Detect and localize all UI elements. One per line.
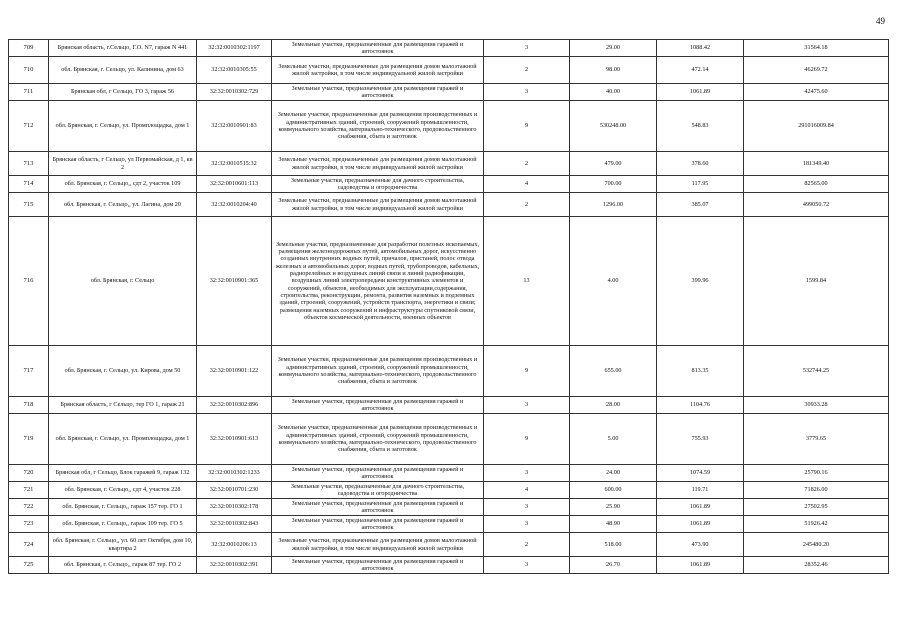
land-use-purpose-cell: Земельные участки, предназначенные для размещения производственных и административных зданий, строений, сооружений промышленности, коммунального хозяйства, материально-технического, продовольственного снабжения, сбыта и заготовок (272, 414, 484, 465)
area-cell: 600.00 (570, 482, 657, 499)
area-cell: 29.00 (570, 40, 657, 57)
land-use-purpose-cell: Земельные участки, предназначенные для размещения гаражей и автостоянок (272, 397, 484, 414)
cadastral-value-cell: 82565.00 (744, 176, 889, 193)
land-use-purpose-cell: Земельные участки, предназначенные для размещения гаражей и автостоянок (272, 557, 484, 574)
address-cell: Брянская область, г Сельцо, ул Первомайская, д 1, кв 2 (49, 152, 197, 176)
address-cell: обл. Брянская, г. Сельцо,, гараж 87 тер. ГО 2 (49, 557, 197, 574)
cadastral-value-cell: 532744.25 (744, 346, 889, 397)
group-number-cell: 9 (484, 414, 570, 465)
row-number: 715 (9, 193, 49, 217)
cadastral-number-cell: 32:32:0010302:896 (197, 397, 272, 414)
group-number-cell: 3 (484, 84, 570, 101)
area-cell: 40.00 (570, 84, 657, 101)
land-use-purpose-cell: Земельные участки, предназначенные для дачного строительства, садоводства и огородничества (272, 482, 484, 499)
row-number: 711 (9, 84, 49, 101)
cadastral-value-cell: 25790.16 (744, 465, 889, 482)
land-use-purpose-cell: Земельные участки, предназначенные для размещения домов малоэтажной жилой застройки, в том числе индивидуальной жилой застройки (272, 533, 484, 557)
cadastral-value-cell: 51926.42 (744, 516, 889, 533)
address-cell: Брянская обл, г Сельцо, ГО 3, гараж 56 (49, 84, 197, 101)
table-row (9, 84, 889, 101)
table-row (9, 40, 889, 57)
cadastral-value-cell: 71826.00 (744, 482, 889, 499)
cadastral-value-cell: 30933.28 (744, 397, 889, 414)
row-number: 719 (9, 414, 49, 465)
table-row (9, 217, 889, 346)
area-cell: 479.00 (570, 152, 657, 176)
group-number-cell: 3 (484, 397, 570, 414)
row-number: 712 (9, 101, 49, 152)
table-row (9, 557, 889, 574)
group-number-cell: 3 (484, 516, 570, 533)
address-cell: Брянская область, г.Сельцо, Г.О. N7, гараж N 441 (49, 40, 197, 57)
area-cell: 700.00 (570, 176, 657, 193)
land-use-purpose-cell: Земельные участки, предназначенные для размещения домов малоэтажной жилой застройки, в том числе индивидуальной жилой застройки (272, 193, 484, 217)
cadastral-number-cell: 32:32:0010302:178 (197, 499, 272, 516)
address-cell: обл. Брянская, г. Сельцо,, ул. Лагина, дом 20 (49, 193, 197, 217)
address-cell: обл. Брянская, г. Сельцо, ул. Кирова, дом 50 (49, 346, 197, 397)
group-number-cell: 3 (484, 557, 570, 574)
group-number-cell: 4 (484, 482, 570, 499)
specific-value-cell: 1074.59 (657, 465, 744, 482)
area-cell: 655.00 (570, 346, 657, 397)
specific-value-cell: 1061.89 (657, 557, 744, 574)
cadastral-value-table (8, 39, 889, 574)
row-number: 722 (9, 499, 49, 516)
cadastral-number-cell: 32:32:0010901:365 (197, 217, 272, 346)
address-cell: обл. Брянская, г. Сельцо, ул. Промплощадка, дом 1 (49, 414, 197, 465)
land-use-purpose-cell: Земельные участки, предназначенные для дачного строительства, садоводства и огородничества (272, 176, 484, 193)
row-number: 717 (9, 346, 49, 397)
table-row (9, 482, 889, 499)
specific-value-cell: 1061.89 (657, 516, 744, 533)
specific-value-cell: 1061.89 (657, 84, 744, 101)
table-row (9, 533, 889, 557)
area-cell: 98.00 (570, 57, 657, 84)
area-cell: 4.00 (570, 217, 657, 346)
cadastral-number-cell: 32:32:0010302:1233 (197, 465, 272, 482)
group-number-cell: 2 (484, 533, 570, 557)
group-number-cell: 4 (484, 176, 570, 193)
area-cell: 518.00 (570, 533, 657, 557)
cadastral-number-cell: 32:32:0010206:13 (197, 533, 272, 557)
table-row (9, 414, 889, 465)
row-number: 716 (9, 217, 49, 346)
cadastral-value-cell: 499050.72 (744, 193, 889, 217)
area-cell: 26.70 (570, 557, 657, 574)
address-cell: обл. Брянская, г. Сельцо,, сдт 2, участок 109 (49, 176, 197, 193)
cadastral-number-cell: 32:32:0010601:113 (197, 176, 272, 193)
specific-value-cell: 117.95 (657, 176, 744, 193)
row-number: 713 (9, 152, 49, 176)
land-use-purpose-cell: Земельные участки, предназначенные для размещения домов малоэтажной жилой застройки, в том числе индивидуальной жилой застройки (272, 152, 484, 176)
cadastral-value-cell: 42475.60 (744, 84, 889, 101)
land-use-purpose-cell: Земельные участки, предназначенные для размещения гаражей и автостоянок (272, 84, 484, 101)
address-cell: обл. Брянская, г. Сельцо, ул. Промплощадка, дом 1 (49, 101, 197, 152)
cadastral-value-cell: 245480.20 (744, 533, 889, 557)
address-cell: обл. Брянская, г. Сельцо,, ул. 60 лет Октября, дом 10, квартира 2 (49, 533, 197, 557)
cadastral-number-cell: 32:32:0010901:613 (197, 414, 272, 465)
group-number-cell: 3 (484, 465, 570, 482)
cadastral-value-cell: 1599.84 (744, 217, 889, 346)
table-row (9, 397, 889, 414)
row-number: 724 (9, 533, 49, 557)
area-cell: 1296.00 (570, 193, 657, 217)
table-row (9, 465, 889, 482)
cadastral-number-cell: 32:32:0010305:55 (197, 57, 272, 84)
cadastral-number-cell: 32:32:0010901:122 (197, 346, 272, 397)
row-number: 710 (9, 57, 49, 84)
table-row (9, 346, 889, 397)
land-use-purpose-cell: Земельные участки, предназначенные для размещения производственных и административных зданий, строений, сооружений промышленности, коммунального хозяйства, материально-технического, продовольственного снабжения, сбыта и заготовок (272, 346, 484, 397)
address-cell: обл. Брянская, г. Сельцо,, сдт 4, участок 228 (49, 482, 197, 499)
cadastral-number-cell: 32:32:0010302:729 (197, 84, 272, 101)
cadastral-value-cell: 3779.65 (744, 414, 889, 465)
address-cell: обл. Брянская, г. Сельцо,, гараж 109 тер. ГО 5 (49, 516, 197, 533)
cadastral-value-cell: 181349.40 (744, 152, 889, 176)
area-cell: 5.00 (570, 414, 657, 465)
land-use-purpose-cell: Земельные участки, предназначенные для размещения гаражей и автостоянок (272, 465, 484, 482)
cadastral-number-cell: 32:32:0010515:32 (197, 152, 272, 176)
specific-value-cell: 1088.42 (657, 40, 744, 57)
address-cell: обл. Брянская, г. Сельцо, ул. Калинина, дом 63 (49, 57, 197, 84)
table-row (9, 193, 889, 217)
area-cell: 25.90 (570, 499, 657, 516)
table-row (9, 101, 889, 152)
cadastral-number-cell: 32:32:0010901:83 (197, 101, 272, 152)
row-number: 709 (9, 40, 49, 57)
address-cell: обл. Брянская, г. Сельцо (49, 217, 197, 346)
group-number-cell: 9 (484, 346, 570, 397)
row-number: 723 (9, 516, 49, 533)
specific-value-cell: 1061.89 (657, 499, 744, 516)
area-cell: 28.00 (570, 397, 657, 414)
specific-value-cell: 378.60 (657, 152, 744, 176)
specific-value-cell: 755.93 (657, 414, 744, 465)
cadastral-value-cell: 28352.46 (744, 557, 889, 574)
row-number: 720 (9, 465, 49, 482)
cadastral-number-cell: 32:32:0010204:40 (197, 193, 272, 217)
address-cell: обл. Брянская, г. Сельцо,, гараж 157 тер. ГО 1 (49, 499, 197, 516)
page-number: 49 (876, 16, 885, 26)
row-number: 718 (9, 397, 49, 414)
area-cell: 24.00 (570, 465, 657, 482)
group-number-cell: 2 (484, 57, 570, 84)
group-number-cell: 3 (484, 499, 570, 516)
specific-value-cell: 473.90 (657, 533, 744, 557)
area-cell: 48.90 (570, 516, 657, 533)
land-use-purpose-cell: Земельные участки, предназначенные для размещения гаражей и автостоянок (272, 40, 484, 57)
group-number-cell: 2 (484, 152, 570, 176)
area-cell: 530248.00 (570, 101, 657, 152)
table-row (9, 176, 889, 193)
row-number: 721 (9, 482, 49, 499)
cadastral-number-cell: 32:32:0010302:843 (197, 516, 272, 533)
specific-value-cell: 472.14 (657, 57, 744, 84)
table-row (9, 57, 889, 84)
cadastral-number-cell: 32:32:0010302:1197 (197, 40, 272, 57)
specific-value-cell: 399.96 (657, 217, 744, 346)
specific-value-cell: 548.83 (657, 101, 744, 152)
cadastral-number-cell: 32:32:0010302:391 (197, 557, 272, 574)
land-use-purpose-cell: Земельные участки, предназначенные для размещения гаражей и автостоянок (272, 499, 484, 516)
table-row (9, 516, 889, 533)
group-number-cell: 2 (484, 193, 570, 217)
land-use-purpose-cell: Земельные участки, предназначенные для размещения гаражей и автостоянок (272, 516, 484, 533)
cadastral-value-cell: 27502.95 (744, 499, 889, 516)
land-use-purpose-cell: Земельные участки, предназначенные для размещения производственных и административных зданий, строений, сооружений промышленности, коммунального хозяйства, материально-технического, продовольственного снабжения, сбыта и заготовок (272, 101, 484, 152)
cadastral-value-cell: 31564.18 (744, 40, 889, 57)
specific-value-cell: 813.35 (657, 346, 744, 397)
address-cell: Брянская область, г Сельцо, тер ГО 1, гараж 21 (49, 397, 197, 414)
land-use-purpose-cell: Земельные участки, предназначенные для размещения домов малоэтажной жилой застройки, в том числе индивидуальной жилой застройки (272, 57, 484, 84)
table-row (9, 499, 889, 516)
address-cell: Брянская обл, г Сельцо, Блок гаражей 9, гараж 132 (49, 465, 197, 482)
cadastral-number-cell: 32:32:0010701:230 (197, 482, 272, 499)
table-row (9, 152, 889, 176)
cadastral-value-cell: 46269.72 (744, 57, 889, 84)
specific-value-cell: 385.07 (657, 193, 744, 217)
specific-value-cell: 119.71 (657, 482, 744, 499)
cadastral-value-cell: 291016009.84 (744, 101, 889, 152)
group-number-cell: 13 (484, 217, 570, 346)
group-number-cell: 3 (484, 40, 570, 57)
row-number: 725 (9, 557, 49, 574)
specific-value-cell: 1104.76 (657, 397, 744, 414)
group-number-cell: 9 (484, 101, 570, 152)
land-use-purpose-cell: Земельные участки, предназначенные для разработки полезных ископаемых, размещения железнодорожных путей, автомобильных дорог, искусственно созданных внутренних водных путей, причалов, пристаней, полос отвода железных и автомобильных дорог, водных путей, трубопроводов, кабельных, радиорелейных и воздушных линий связи и линий радиофикации, воздушных линий электропередачи конструктивных элементов и сооружений, объектов, необходимых для эксплуатации,содержания, строительства, реконструкции, ремонта, развития наземных и подземных зданий, строений, сооружений, устройств транспорта, энергетики и связи; размещения наземных сооружений и инфраструктуры спутниковой связи, объектов космической деятельности, военных объектов (272, 217, 484, 346)
row-number: 714 (9, 176, 49, 193)
